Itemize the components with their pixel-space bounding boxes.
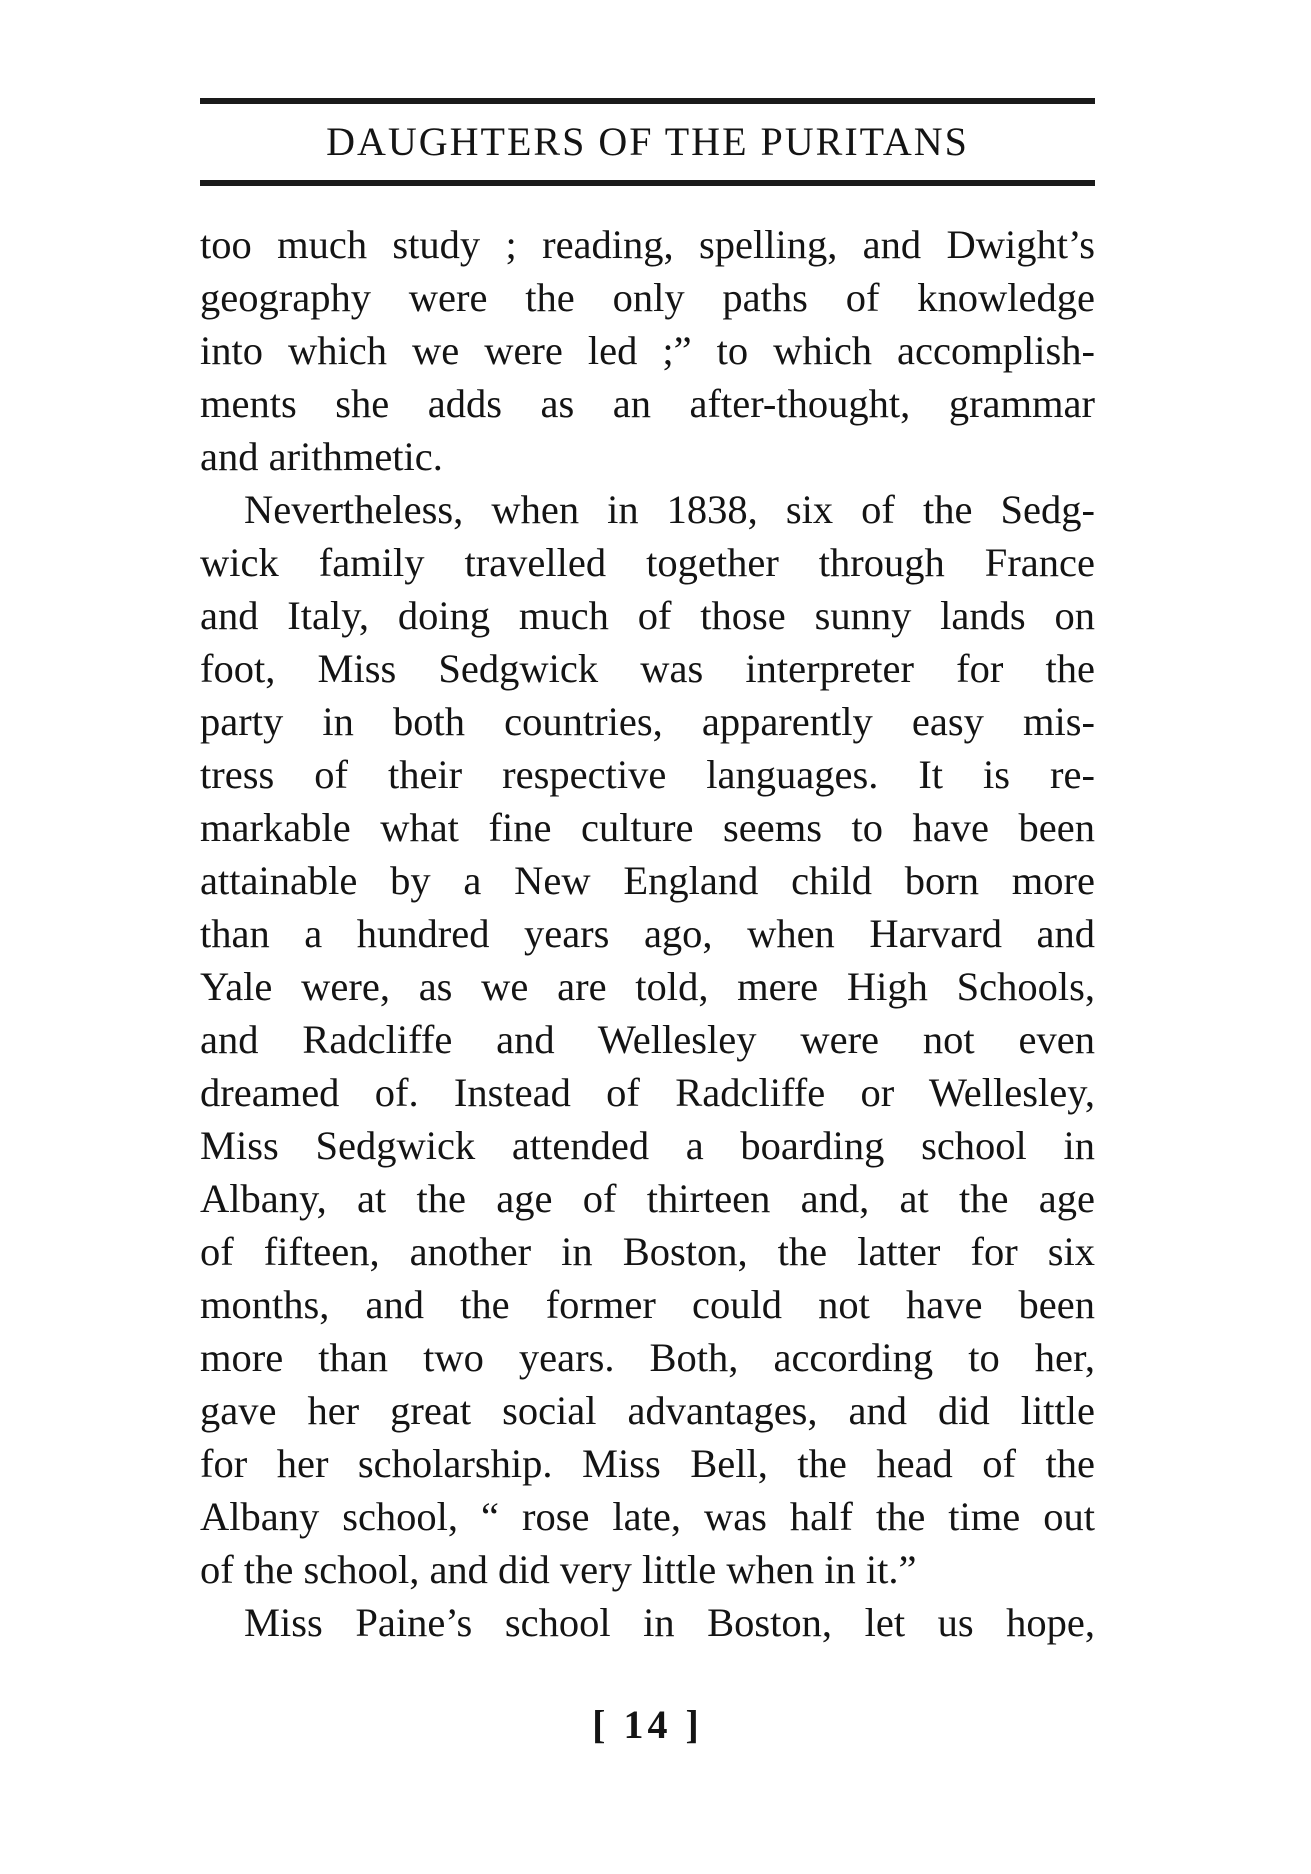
body-text	[200, 218, 1095, 1649]
text-line: wick family travelled together through France	[200, 540, 1095, 585]
text-line: Miss Sedgwick attended a boarding school in	[200, 1123, 1095, 1168]
text-line: gave her great social advantages, and did little	[200, 1388, 1095, 1433]
header-rule-top	[200, 98, 1095, 104]
text-line: ments she adds as an after-thought, grammar	[200, 381, 1095, 426]
text-line: Yale were, as we are told, mere High Schools,	[200, 964, 1095, 1009]
text-line: and arithmetic.	[200, 434, 443, 479]
text-line: for her scholarship. Miss Bell, the head of the	[200, 1441, 1095, 1486]
running-head: DAUGHTERS OF THE PURITANS	[326, 119, 969, 164]
text-line: Miss Paine’s school in Boston, let us hope,	[244, 1600, 1095, 1645]
text-line: attainable by a New England child born more	[200, 858, 1095, 903]
text-line: tress of their respective languages. It is re-	[200, 752, 1095, 797]
text-line: than a hundred years ago, when Harvard and	[200, 911, 1095, 956]
text-line: of the school, and did very little when in it.”	[200, 1547, 917, 1592]
text-line: into which we were led ;” to which accomplish-	[200, 328, 1095, 373]
text-line: foot, Miss Sedgwick was interpreter for the	[200, 646, 1095, 691]
text-line: party in both countries, apparently easy mis-	[200, 699, 1095, 744]
text-line: more than two years. Both, according to her,	[200, 1335, 1095, 1380]
text-line: Albany, at the age of thirteen and, at the age	[200, 1176, 1095, 1221]
header-rule-bottom	[200, 180, 1095, 186]
text-line: dreamed of. Instead of Radcliffe or Wellesley,	[200, 1070, 1095, 1115]
text-line: too much study ; reading, spelling, and Dwight’s	[200, 222, 1095, 267]
text-line: Nevertheless, when in 1838, six of the Sedg-	[244, 487, 1095, 532]
text-line: Albany school, “ rose late, was half the time out	[200, 1494, 1095, 1539]
text-line: geography were the only paths of knowledge	[200, 275, 1095, 320]
text-line: and Italy, doing much of those sunny lands on	[200, 593, 1095, 638]
text-line: of fifteen, another in Boston, the latter for six	[200, 1229, 1095, 1274]
text-line: months, and the former could not have been	[200, 1282, 1095, 1327]
text-line: markable what fine culture seems to have been	[200, 805, 1095, 850]
page-number: [ 14 ]	[592, 1702, 703, 1747]
text-line: and Radcliffe and Wellesley were not even	[200, 1017, 1095, 1062]
